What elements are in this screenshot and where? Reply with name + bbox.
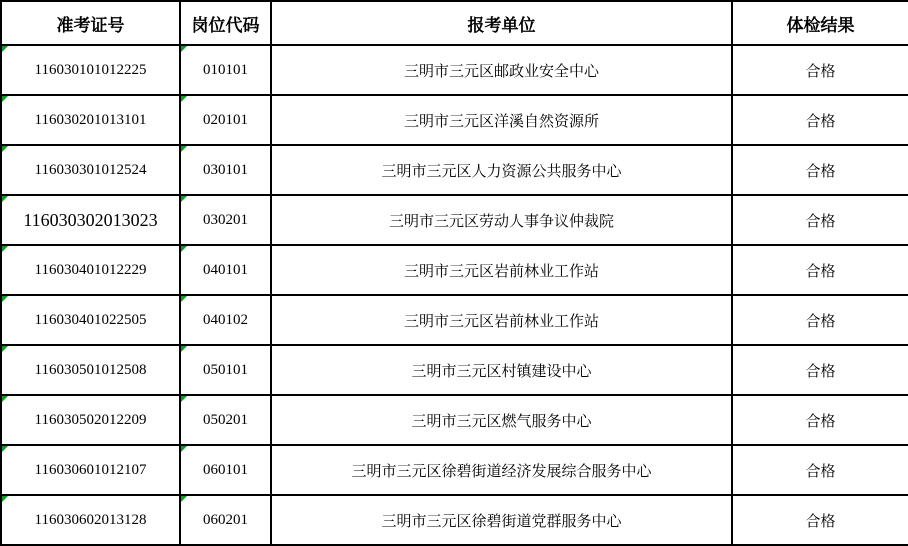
admission-no-cell[interactable] bbox=[1, 95, 180, 145]
result-value: 合格 bbox=[805, 463, 836, 480]
admission-no-cell[interactable] bbox=[1, 45, 180, 95]
admission-no-value: 116030502012209 bbox=[34, 411, 147, 428]
unit-cell[interactable] bbox=[271, 495, 732, 545]
result-value: 合格 bbox=[805, 263, 836, 280]
header-unit: 报考单位 bbox=[271, 1, 732, 45]
unit-value: 三明市三元区村镇建设中心 bbox=[411, 363, 592, 380]
header-row bbox=[1, 1, 908, 45]
result-value: 合格 bbox=[805, 363, 836, 380]
job-code-cell[interactable] bbox=[180, 445, 271, 495]
table-row bbox=[1, 395, 908, 445]
result-value: 合格 bbox=[805, 213, 836, 230]
cell-corner-flag-icon bbox=[2, 496, 8, 502]
table-row bbox=[1, 95, 908, 145]
result-value: 合格 bbox=[805, 513, 836, 530]
admission-no-cell[interactable] bbox=[1, 395, 180, 445]
cell-corner-flag-icon bbox=[181, 246, 187, 252]
unit-cell[interactable] bbox=[271, 245, 732, 295]
job-code-cell[interactable] bbox=[180, 295, 271, 345]
admission-no-value: 116030501012508 bbox=[34, 361, 147, 378]
result-cell[interactable] bbox=[732, 195, 908, 245]
job-code-value: 040101 bbox=[203, 261, 248, 278]
table-row bbox=[1, 445, 908, 495]
result-cell[interactable] bbox=[732, 295, 908, 345]
table-row bbox=[1, 345, 908, 395]
table-row bbox=[1, 145, 908, 195]
unit-value: 三明市三元区邮政业安全中心 bbox=[403, 63, 599, 80]
admission-no-value: 116030401022505 bbox=[34, 311, 147, 328]
result-cell[interactable] bbox=[732, 445, 908, 495]
unit-cell[interactable] bbox=[271, 295, 732, 345]
job-code-value: 030101 bbox=[203, 161, 248, 178]
cell-corner-flag-icon bbox=[181, 296, 187, 302]
admission-no-cell[interactable] bbox=[1, 295, 180, 345]
table-row bbox=[1, 295, 908, 345]
table-body bbox=[1, 45, 908, 545]
unit-cell[interactable] bbox=[271, 345, 732, 395]
cell-corner-flag-icon bbox=[2, 196, 8, 202]
unit-value: 三明市三元区岩前林业工作站 bbox=[403, 263, 599, 280]
job-code-cell[interactable] bbox=[180, 195, 271, 245]
result-value: 合格 bbox=[805, 63, 836, 80]
unit-value: 三明市三元区劳动人事争议仲裁院 bbox=[388, 213, 614, 230]
cell-corner-flag-icon bbox=[2, 296, 8, 302]
job-code-value: 050101 bbox=[203, 361, 248, 378]
cell-corner-flag-icon bbox=[2, 96, 8, 102]
result-value: 合格 bbox=[805, 413, 836, 430]
cell-corner-flag-icon bbox=[2, 246, 8, 252]
admission-no-cell[interactable] bbox=[1, 195, 180, 245]
cell-corner-flag-icon bbox=[181, 396, 187, 402]
job-code-value: 050201 bbox=[203, 411, 248, 428]
header-admission-number: 准考证号 bbox=[1, 1, 180, 45]
result-value: 合格 bbox=[805, 163, 836, 180]
result-cell[interactable] bbox=[732, 45, 908, 95]
result-cell[interactable] bbox=[732, 95, 908, 145]
unit-cell[interactable] bbox=[271, 95, 732, 145]
unit-cell[interactable] bbox=[271, 445, 732, 495]
cell-corner-flag-icon bbox=[181, 346, 187, 352]
table-row bbox=[1, 195, 908, 245]
cell-corner-flag-icon bbox=[2, 46, 8, 52]
job-code-cell[interactable] bbox=[180, 345, 271, 395]
job-code-value: 060101 bbox=[203, 461, 248, 478]
job-code-cell[interactable] bbox=[180, 495, 271, 545]
cell-corner-flag-icon bbox=[181, 146, 187, 152]
header-job-code: 岗位代码 bbox=[180, 1, 271, 45]
table-row bbox=[1, 245, 908, 295]
unit-cell[interactable] bbox=[271, 195, 732, 245]
result-cell[interactable] bbox=[732, 245, 908, 295]
result-cell[interactable] bbox=[732, 395, 908, 445]
result-value: 合格 bbox=[805, 313, 836, 330]
unit-value: 三明市三元区洋溪自然资源所 bbox=[403, 113, 599, 130]
unit-value: 三明市三元区岩前林业工作站 bbox=[403, 313, 599, 330]
unit-cell[interactable] bbox=[271, 145, 732, 195]
admission-no-cell[interactable] bbox=[1, 445, 180, 495]
cell-corner-flag-icon bbox=[181, 446, 187, 452]
job-code-cell[interactable] bbox=[180, 395, 271, 445]
unit-value: 三明市三元区燃气服务中心 bbox=[411, 413, 592, 430]
cell-corner-flag-icon bbox=[2, 346, 8, 352]
admission-no-value: 116030601012107 bbox=[34, 461, 147, 478]
table-row bbox=[1, 45, 908, 95]
job-code-value: 040102 bbox=[203, 311, 248, 328]
job-code-value: 010101 bbox=[203, 61, 248, 78]
admission-no-cell[interactable] bbox=[1, 245, 180, 295]
admission-no-value: 116030302013023 bbox=[23, 209, 158, 230]
result-cell[interactable] bbox=[732, 145, 908, 195]
admission-no-cell[interactable] bbox=[1, 345, 180, 395]
admission-no-value: 116030401012229 bbox=[34, 261, 147, 278]
job-code-value: 030201 bbox=[203, 211, 248, 228]
table-header bbox=[1, 1, 908, 45]
result-cell[interactable] bbox=[732, 345, 908, 395]
unit-cell[interactable] bbox=[271, 45, 732, 95]
unit-value: 三明市三元区人力资源公共服务中心 bbox=[381, 163, 622, 180]
admission-no-value: 116030301012524 bbox=[34, 161, 147, 178]
result-value: 合格 bbox=[805, 113, 836, 130]
result-cell[interactable] bbox=[732, 495, 908, 545]
cell-corner-flag-icon bbox=[181, 496, 187, 502]
table-row bbox=[1, 495, 908, 545]
admission-no-cell[interactable] bbox=[1, 495, 180, 545]
job-code-value: 060201 bbox=[203, 511, 248, 528]
job-code-value: 020101 bbox=[203, 111, 248, 128]
cell-corner-flag-icon bbox=[2, 396, 8, 402]
unit-value: 三明市三元区徐碧街道党群服务中心 bbox=[381, 513, 622, 530]
cell-corner-flag-icon bbox=[2, 146, 8, 152]
admission-no-value: 116030602013128 bbox=[34, 511, 147, 528]
admission-no-value: 116030101012225 bbox=[34, 61, 147, 78]
header-exam-result: 体检结果 bbox=[732, 1, 908, 45]
job-code-cell[interactable] bbox=[180, 95, 271, 145]
unit-value: 三明市三元区徐碧街道经济发展综合服务中心 bbox=[351, 463, 652, 480]
cell-corner-flag-icon bbox=[2, 446, 8, 452]
admission-no-cell[interactable] bbox=[1, 145, 180, 195]
job-code-cell[interactable] bbox=[180, 245, 271, 295]
job-code-cell[interactable] bbox=[180, 45, 271, 95]
admission-no-value: 116030201013101 bbox=[34, 111, 147, 128]
cell-corner-flag-icon bbox=[181, 96, 187, 102]
unit-cell[interactable] bbox=[271, 395, 732, 445]
cell-corner-flag-icon bbox=[181, 196, 187, 202]
cell-corner-flag-icon bbox=[181, 46, 187, 52]
job-code-cell[interactable] bbox=[180, 145, 271, 195]
